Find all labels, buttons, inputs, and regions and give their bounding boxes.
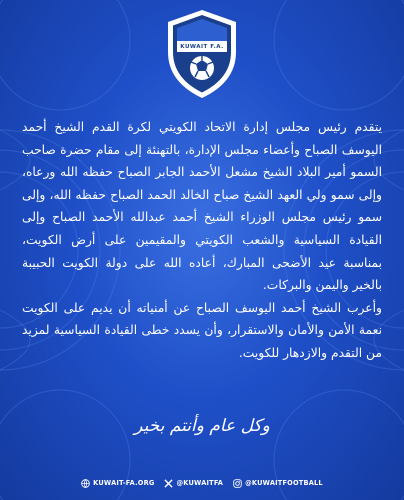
x-icon [164, 479, 173, 488]
statement-text [22, 116, 382, 365]
website-label: KUWAIT-FA.ORG [93, 479, 155, 487]
globe-icon [81, 479, 90, 488]
footer-x-handle[interactable] [164, 479, 223, 488]
instagram-icon [233, 479, 242, 488]
logo-text: KUWAIT F.A. [180, 44, 224, 50]
statement-paragraph-1: يتقدم رئيس مجلس إدارة الاتحاد الكويتي لكرة القدم الشيخ أحمد اليوسف الصباح وأعضاء مجلس الإدارة، بالتهنئة إلى مقام حضرة صاحب السمو أمير البلاد الشيخ مشعل الأحمد الجابر الصباح حفظه الله ورعاه، وإلى سمو ولي العهد الشيخ صباح الخالد الحمد الصباح حفظه الله، وإلى سمو رئيس مجلس الوزراء الشيخ أحمد عبدالله الأحمد الصباح وإلى القيادة السياسية والشعب الكويتي والمقيمين على أرض الكويت، بمناسبة عيد الأضحى المبارك، أعاده الله على دولة الكويت الحبيبة بالخير واليمن والبركات. [22, 120, 382, 293]
shield-icon [164, 8, 240, 100]
kuwait-fa-logo [164, 8, 240, 100]
greeting-calligraphy: وكل عام وأنتم بخير [134, 416, 270, 436]
footer-social-bar [0, 475, 404, 491]
instagram-handle-label: @KUWAITFOOTBALL [245, 479, 323, 487]
footer-website[interactable] [81, 479, 154, 488]
footer-instagram-handle[interactable] [233, 479, 323, 488]
statement-paragraph-2: وأعرب الشيخ أحمد اليوسف الصباح عن أمنياته أن يديم على الكويت نعمة الأمن والأمان والاستقرار، وأن يسدد خطى القيادة السياسية لمزيد من التقدم والازدهار للكويت. [22, 300, 382, 360]
x-handle-label: @KUWAITFA [176, 479, 224, 487]
